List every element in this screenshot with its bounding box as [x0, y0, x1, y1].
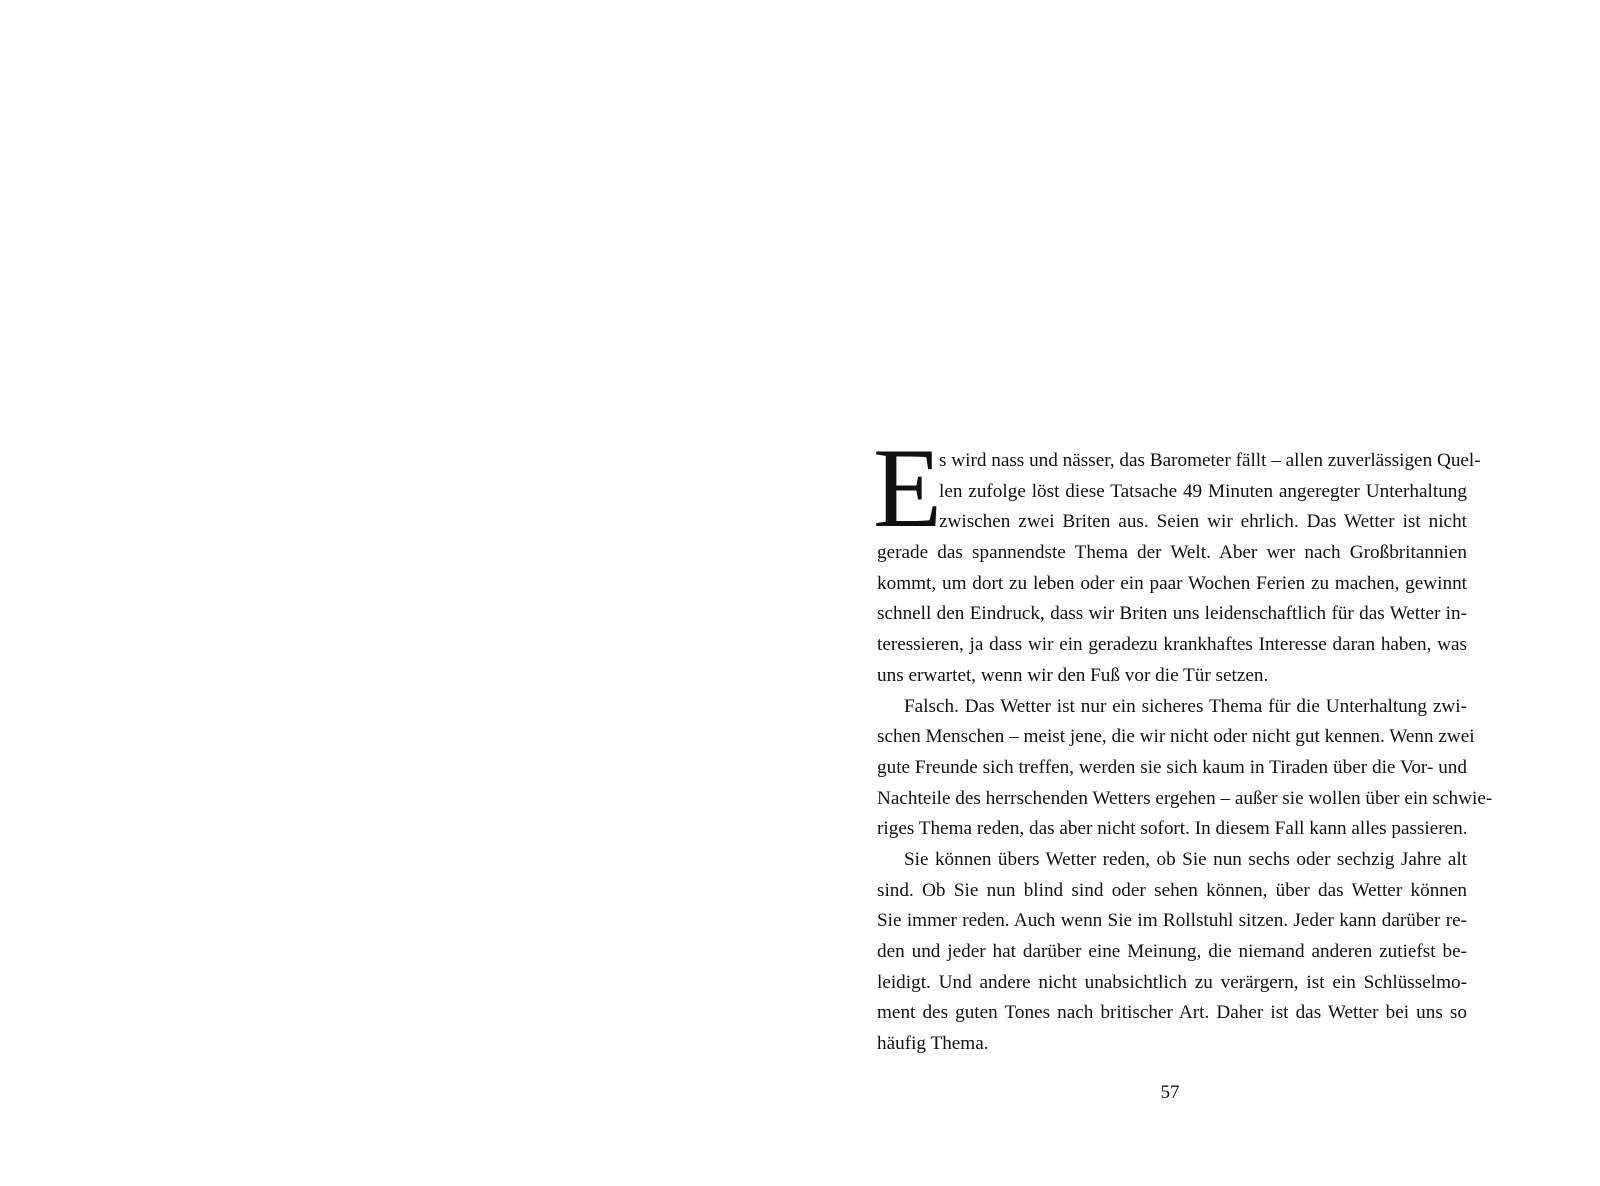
drop-cap-letter: E — [873, 426, 943, 551]
text-line: uns erwartet, wenn wir den Fuß vor die Tür setzen. — [877, 664, 1269, 686]
text-line: schen Menschen – meist jene, die wir nicht oder nicht gut kennen. Wenn zwei — [877, 726, 1475, 748]
paragraph-2 — [877, 692, 1493, 845]
text-line: häufig Thema. — [877, 1033, 989, 1055]
paragraph-1 — [877, 446, 1481, 692]
text-line: riges Thema reden, das aber nicht sofort. In diesem Fall kann alles passieren. — [877, 818, 1468, 840]
text-line: s wird nass und nässer, das Barometer fällt – allen zuverlässigen Quel- — [939, 450, 1481, 471]
text-line: schnell den Eindruck, dass wir Briten uns leidenschaftlich für das Wetter in- — [877, 603, 1467, 625]
page-number: 57 — [1160, 1082, 1180, 1103]
text-line: den und jeder hat darüber eine Meinung, die niemand anderen zutiefst be- — [877, 941, 1467, 962]
text-line: kommt, um dort zu leben oder ein paar Wochen Ferien zu machen, gewinnt — [877, 572, 1467, 594]
text-line: leidigt. Und andere nicht unabsichtlich zu verärgern, ist ein Schlüsselmo- — [877, 971, 1467, 993]
text-line: Sie immer reden. Auch wenn Sie im Rollstuhl sitzen. Jeder kann darüber re- — [877, 910, 1467, 932]
text-line: Sie können übers Wetter reden, ob Sie nun sechs oder sechzig Jahre alt — [904, 848, 1467, 870]
text-line: Nachteile des herrschenden Wetters ergehen – außer sie wollen über ein schwie- — [877, 787, 1493, 809]
text-line: teressieren, ja dass wir ein geradezu krankhaftes Interesse daran haben, was — [877, 634, 1467, 656]
right-page — [800, 0, 1600, 1186]
text-line: sind. Ob Sie nun blind sind oder sehen können, über das Wetter können — [877, 879, 1467, 901]
text-line: gerade das spannendste Thema der Welt. Aber wer nach Großbritannien — [877, 542, 1467, 564]
text-line: Falsch. Das Wetter ist nur ein sicheres Thema für die Unterhaltung zwi- — [904, 695, 1467, 717]
text-line: len zufolge löst diese Tatsache 49 Minuten angeregter Unterhaltung — [939, 480, 1467, 502]
body-text — [873, 426, 1493, 1060]
text-line: ment des guten Tones nach britischer Art. Daher ist das Wetter bei uns so — [877, 1002, 1467, 1024]
paragraph-3 — [877, 845, 1467, 1060]
text-line: gute Freunde sich treffen, werden sie sich kaum in Tiraden über die Vor- und — [877, 756, 1467, 778]
text-line: zwischen zwei Briten aus. Seien wir ehrlich. Das Wetter ist nicht — [939, 511, 1467, 533]
